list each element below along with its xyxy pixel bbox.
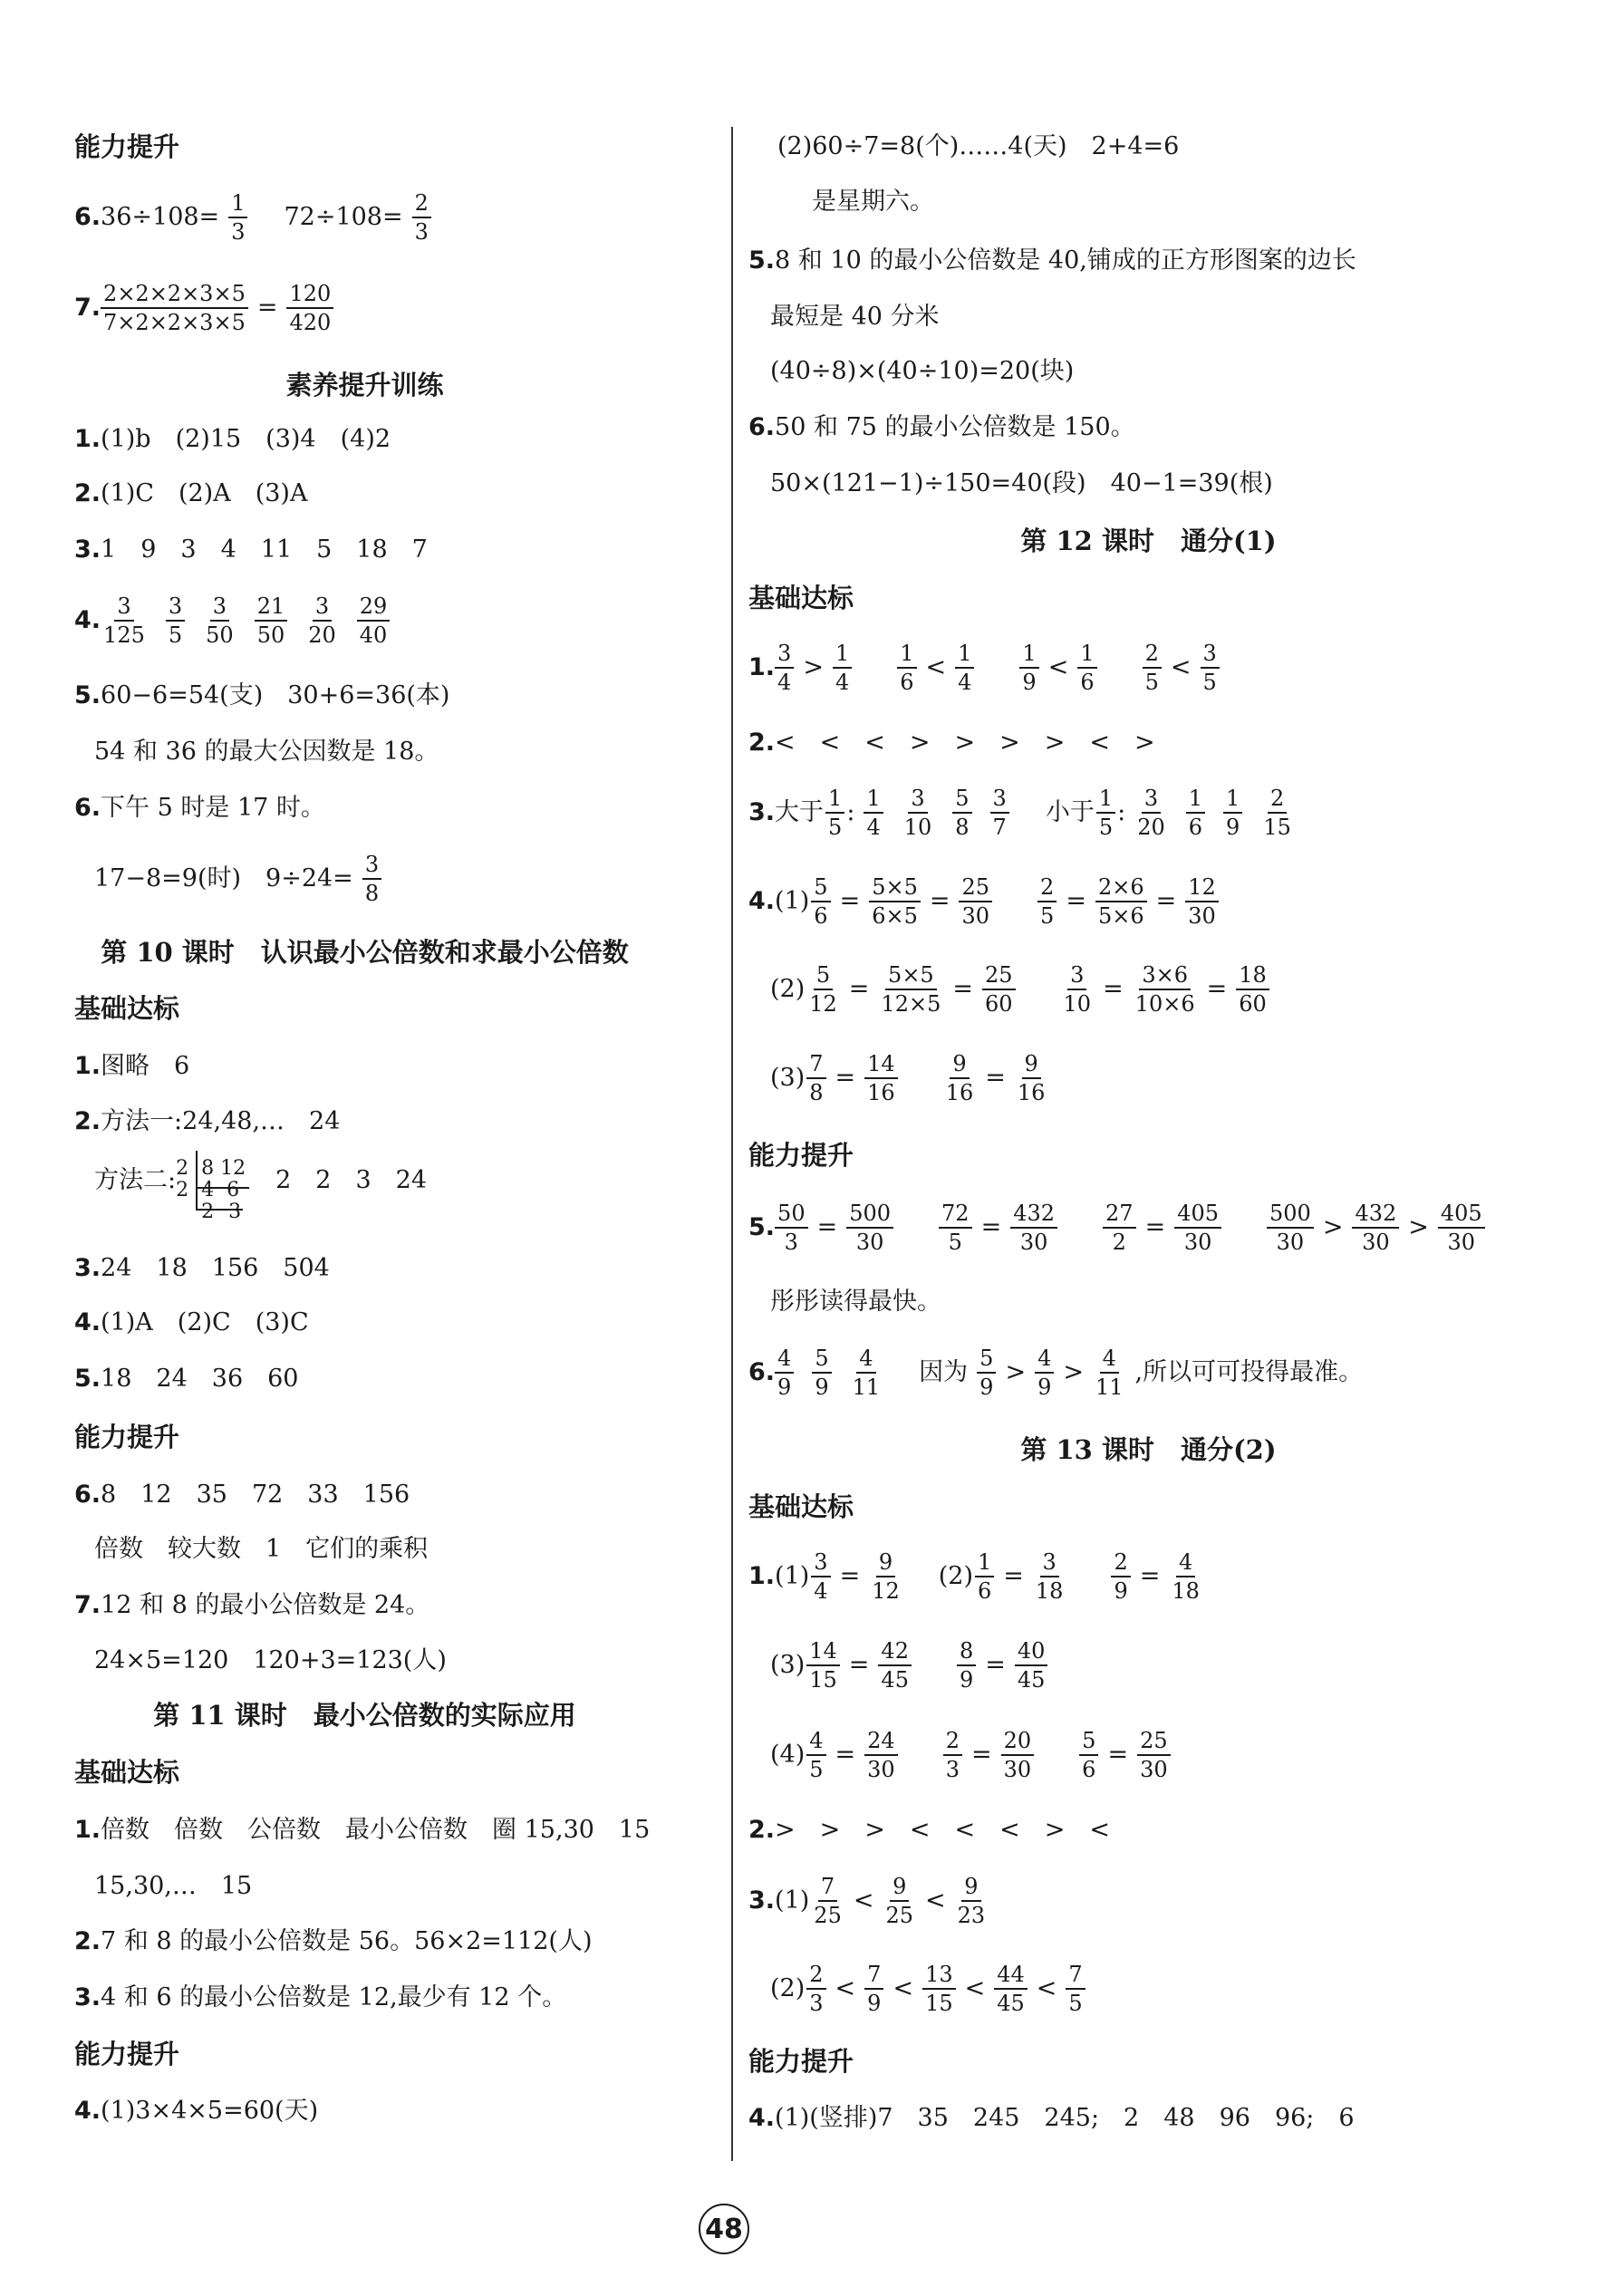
answer-text: 36÷108= xyxy=(101,203,220,231)
answer-1: 1. 倍数 倍数 公倍数 最小公倍数 圈 15,30 15 xyxy=(74,1816,651,1844)
answer-2: 2. < < < > > > > < > xyxy=(748,728,1155,757)
answer-5: 5. 60−6=54(支) 30+6=36(本) xyxy=(74,681,450,709)
answer-text: 72÷108= xyxy=(284,203,403,231)
answer-3: 3. 大于 $\frac{1}{5}$ : $\frac{1}{4}$ $\frac{3}{10}$ $\frac{5}{8}$ $\frac{3}{7}$ 小于 $\frac{1}{5}$ : $\frac{3}{20}$ $\frac{1}{6}$ $\frac{1}{9}$ $\frac{2}{15}$ xyxy=(748,786,1291,840)
answer-1-cont: 15,30,… 15 xyxy=(94,1872,253,1900)
answer-2-method2: 方法二: 2 8 12 2 4 6 2 3 2 2 3 24 xyxy=(94,1149,427,1212)
answer-5-cont: 最短是 40 分米 xyxy=(770,303,940,331)
answer-1-4: (4) $\frac{4}{5}$ = $\frac{24}{30}$ $\frac{2}{3}$ = $\frac{20}{30}$ $\frac{5}{6}$ = $\frac{25}{30}$ xyxy=(770,1723,1180,1787)
answer-5: 5. $\frac{50}{3}$ = $\frac{500}{30}$ $\frac{72}{5}$ = $\frac{432}{30}$ $\frac{27}{2}$ = $\frac{405}{30}$ $\frac{500}{30}$ > $\frac{432}{30}$ > $\frac{405}{30}$ xyxy=(748,1196,1494,1259)
answer-6: 6. 8 12 35 72 33 156 xyxy=(74,1481,410,1509)
lesson-title: 第 12 课时 通分(1) xyxy=(1020,526,1277,556)
answer-4: 4. $\frac{3}{125}$ $\frac{3}{5}$ $\frac{3}{50}$ $\frac{21}{50}$ $\frac{3}{20}$ $\frac{29}{40}$ xyxy=(74,589,399,652)
question-number: 7. xyxy=(74,294,101,322)
section-heading: 能力提升 xyxy=(748,1140,854,1171)
answer-4-2: (2) $\frac{5}{12}$ = $\frac{5\times 5}{12\times 5}$ = $\frac{25}{60}$ $\frac{3}{10}$ = $\frac{3\times 6}{10\times 6}$ = $\frac{18}{60}$ xyxy=(770,958,1278,1021)
answer-2: 2. 方法一:24,48,… 24 xyxy=(74,1107,341,1135)
column-divider xyxy=(731,127,733,2161)
fraction: $\frac{2\times 2\times 2\times 3\times 5}{7\times 2\times 2\times 3\times 5}$ xyxy=(101,280,248,336)
answer-6: 6. 下午 5 时是 17 时。 xyxy=(74,794,325,822)
answer-5-calc: (40÷8)×(40÷10)=20(块) xyxy=(770,357,1075,385)
answer-2: 2. 7 和 8 的最小公倍数是 56。56×2=112(人) xyxy=(74,1927,593,1955)
answer-3-1: 3. (1) $\frac{7}{25}$ < $\frac{9}{25}$ < $\frac{9}{23}$ xyxy=(748,1874,986,1928)
answer-4-3: (3) $\frac{7}{8}$ = $\frac{14}{16}$ $\frac{9}{16}$ = $\frac{9}{16}$ xyxy=(770,1051,1046,1105)
left-column xyxy=(0,0,729,2296)
answer-3: 3. 4 和 6 的最小公倍数是 12,最少有 12 个。 xyxy=(74,1983,567,2011)
answer-7: 7. $\frac{2\times 2\times 2\times 3\times 5}{7\times 2\times 2\times 3\times 5}$ = $\frac{120}{420}$ xyxy=(74,276,343,340)
answer-3: 3. 1 9 3 4 11 5 18 7 xyxy=(74,535,428,564)
answer-3-2: (2) $\frac{2}{3}$ < $\frac{7}{9}$ < $\frac{13}{15}$ < $\frac{44}{45}$ < $\frac{7}{5}$ xyxy=(770,1957,1095,2021)
answer-1-3: (3) $\frac{14}{15}$ = $\frac{42}{45}$ $\frac{8}{9}$ = $\frac{40}{45}$ xyxy=(770,1634,1057,1697)
section-heading: 能力提升 xyxy=(74,2039,180,2069)
answer-2: 2. (1)C (2)A (3)A xyxy=(74,479,308,507)
answer-7-cont: 24×5=120 120+3=123(人) xyxy=(94,1646,447,1674)
answer-6-calc: 50×(121−1)÷150=40(段) 40−1=39(根) xyxy=(770,469,1273,497)
section-title: 素养提升训练 xyxy=(285,370,444,400)
answer-2: 2. > > > < < < > < xyxy=(748,1816,1111,1844)
answer-4: 4. (1)A (2)C (3)C xyxy=(74,1308,309,1336)
section-heading: 基础达标 xyxy=(74,993,180,1024)
answer-5-cont: 彤彤读得最快。 xyxy=(770,1288,941,1316)
page-number: 48 xyxy=(699,2204,749,2254)
question-number: 6. xyxy=(74,203,101,231)
right-column xyxy=(734,0,1621,2296)
section-heading: 基础达标 xyxy=(748,1491,854,1522)
answer-6: 6. 50 和 75 的最小公倍数是 150。 xyxy=(748,413,1135,441)
section-heading: 能力提升 xyxy=(74,1422,180,1452)
answer-6 xyxy=(74,186,440,249)
fraction: $\frac{2}{3}$ xyxy=(412,189,431,246)
answer-4-2-cont: 是星期六。 xyxy=(812,188,934,216)
lesson-title: 第 11 课时 最小公倍数的实际应用 xyxy=(153,1700,576,1731)
answer-4: 4. (1)3×4×5=60(天) xyxy=(74,2097,319,2125)
answer-5: 5. 8 和 10 的最小公倍数是 40,铺成的正方形图案的边长 xyxy=(748,246,1356,275)
answer-6-cont: 倍数 较大数 1 它们的乘积 xyxy=(94,1535,429,1563)
answer-1: 1. (1) $\frac{3}{4}$ = $\frac{9}{12}$ (2) $\frac{1}{6}$ = $\frac{3}{18}$ $\frac{2}{9}$ = $\frac{4}{18}$ xyxy=(748,1549,1200,1604)
lesson-title: 第 10 课时 认识最小公倍数和求最小公倍数 xyxy=(101,937,629,968)
lesson-title: 第 13 课时 通分(2) xyxy=(1020,1434,1277,1465)
section-heading: 能力提升 xyxy=(74,131,180,162)
answer-6: 6. $\frac{4}{9}$ $\frac{5}{9}$ $\frac{4}{11}$ 因为 $\frac{5}{9}$ > $\frac{4}{9}$ > $\frac{4}{11}$ ,所以可可投得最准。 xyxy=(748,1346,1364,1400)
fraction: $\frac{1}{3}$ xyxy=(228,189,247,246)
answer-4-1: 4. (1) $\frac{5}{6}$ = $\frac{5\times 5}{6\times 5}$ = $\frac{25}{30}$ $\frac{2}{5}$ = $\frac{2\times 6}{5\times 6}$ = $\frac{12}{30}$ xyxy=(748,870,1228,933)
answer-1: 1. $\frac{3}{4}$ > $\frac{1}{4}$ $\frac{1}{6}$ < $\frac{1}{4}$ $\frac{1}{9}$ < $\frac{1}{6}$ $\frac{2}{5}$ < $\frac{3}{5}$ xyxy=(748,636,1229,699)
section-heading: 能力提升 xyxy=(748,2046,854,2077)
section-heading: 基础达标 xyxy=(748,583,854,613)
answer-3: 3. 24 18 156 504 xyxy=(74,1254,330,1282)
fraction: $\frac{120}{420}$ xyxy=(286,280,333,336)
answer-4-2: (2)60÷7=8(个)……4(天) 2+4=6 xyxy=(777,132,1180,160)
answer-6-cont: 17−8=9(时) 9÷24= $\frac{3}{8}$ xyxy=(94,847,391,911)
short-division-table: 2 8 12 2 4 6 2 3 xyxy=(176,1149,275,1212)
answer-1: 1. 图略 6 xyxy=(74,1052,190,1080)
answer-5-cont: 54 和 36 的最大公因数是 18。 xyxy=(94,738,439,766)
answer-4: 4. (1)(竖排)7 35 245 245; 2 48 96 96; 6 xyxy=(748,2104,1355,2132)
answer-1: 1. (1)b (2)15 (3)4 (4)2 xyxy=(74,425,391,453)
answer-5: 5. 18 24 36 60 xyxy=(74,1365,299,1393)
answer-7: 7. 12 和 8 的最小公倍数是 24。 xyxy=(74,1591,430,1619)
section-heading: 基础达标 xyxy=(74,1757,180,1788)
